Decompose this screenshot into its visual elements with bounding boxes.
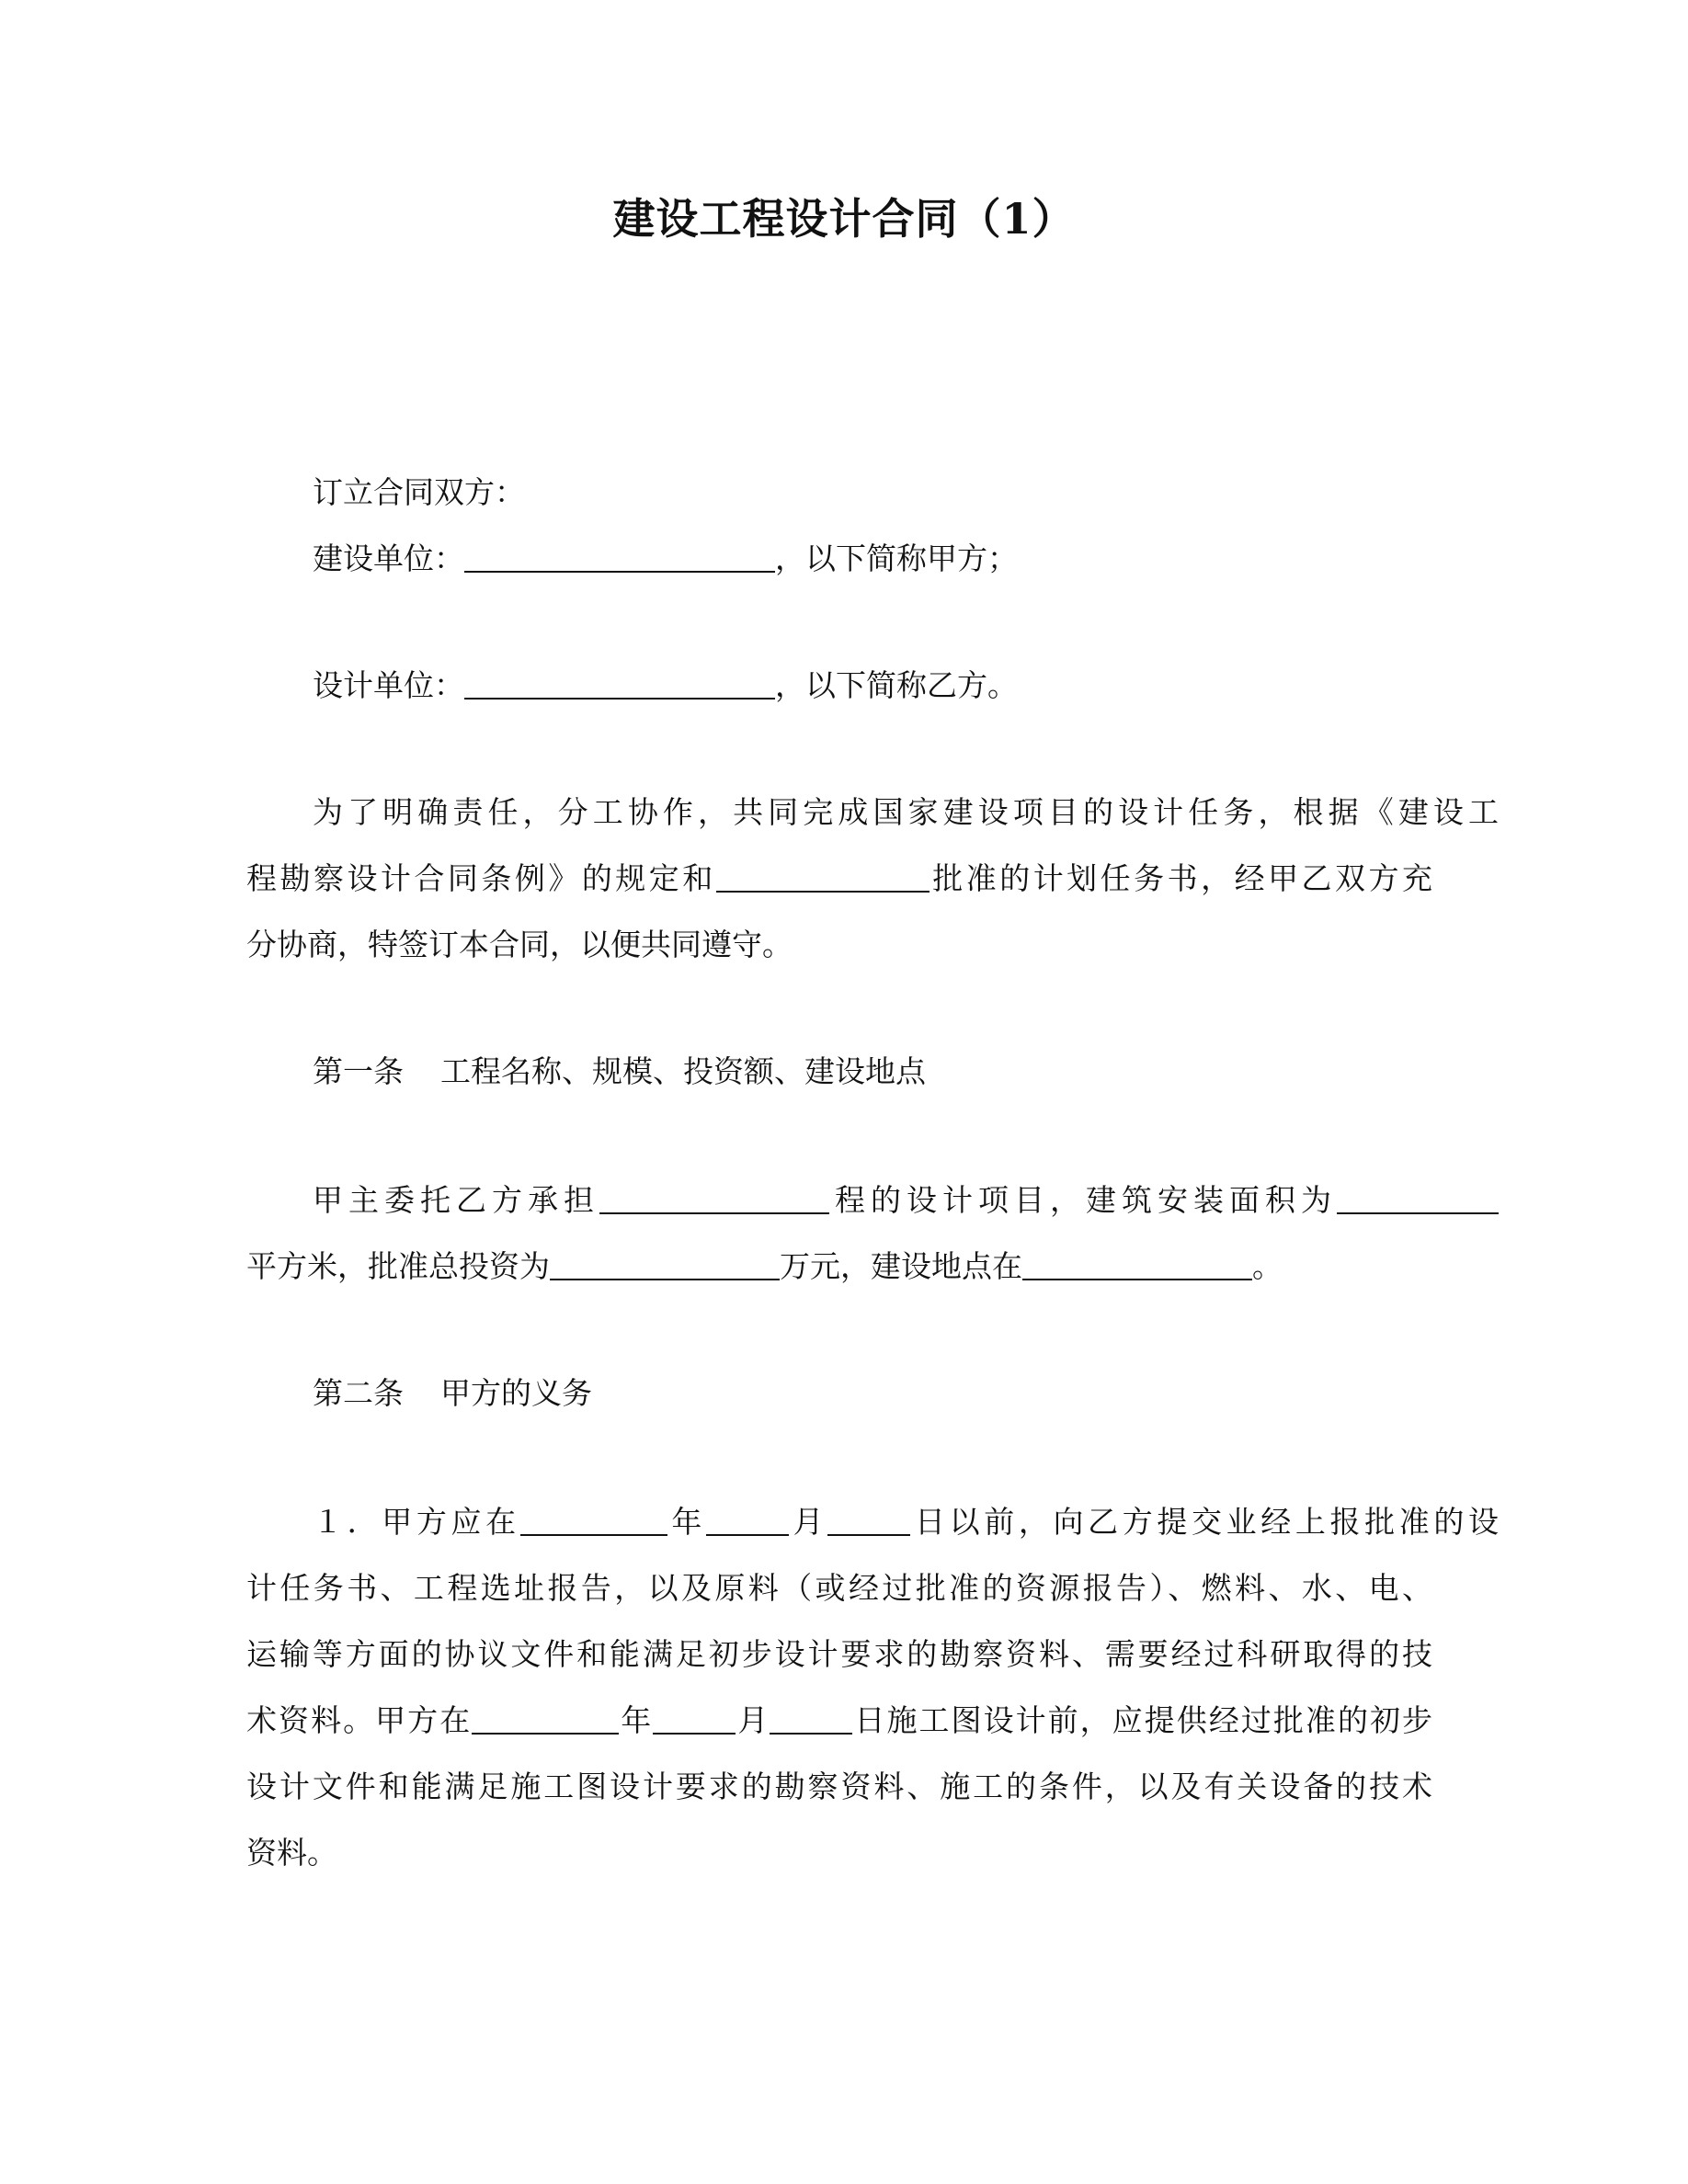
parties-heading: 订立合同双方： [313,474,525,510]
designer-suffix: ，以下简称乙方。 [775,667,1018,703]
deadline-2-day-blank[interactable] [770,1700,852,1735]
preamble-line-3: 分协商，特签订本合同，以便共同遵守。 [246,927,793,962]
article-2-heading [246,1371,1499,1416]
article-1-line-2: 平方米，批准总投资为 万元，建设地点在 。 [246,1245,1432,1289]
construction-area-blank[interactable] [1337,1179,1499,1214]
article-2-title: 甲方的义务 [440,1375,592,1411]
article-1-title: 工程名称、规模、投资额、建设地点 [440,1053,926,1089]
employer-label: 建设单位： [313,540,464,576]
deadline-2-month-blank[interactable] [653,1700,736,1735]
article-1-number: 第一条 [313,1053,404,1089]
preamble-line-2: 程勘察设计合同条例》的规定和 批准的计划任务书，经甲乙双方充 [246,857,1432,901]
deadline-1-month-blank[interactable] [706,1501,789,1536]
employer-suffix: ，以下简称甲方； [775,540,1018,576]
approval-authority-blank[interactable] [716,858,930,893]
deadline-1-year-blank[interactable] [520,1501,667,1536]
deadline-2-year-blank[interactable] [472,1700,619,1735]
document-title: 建设工程设计合同（1） [612,194,1076,244]
employer-name-blank[interactable] [464,538,775,573]
employer-line [246,537,1499,581]
total-investment-blank[interactable] [550,1246,780,1280]
designer-name-blank[interactable] [464,665,775,700]
article-2-item-1-line-5: 设计文件和能满足施工图设计要求的勘察资料、施工的条件，以及有关设备的技术 [246,1769,1432,1804]
article-2-item-1-line-6: 资料。 [246,1835,337,1871]
designer-line [246,664,1499,708]
article-2-number: 第二条 [313,1375,404,1411]
deadline-1-day-blank[interactable] [827,1501,910,1536]
article-2-item-1-line-2: 计任务书、工程选址报告，以及原料（或经过批准的资源报告）、燃料、水、电、 [246,1570,1432,1606]
preamble-line-1: 为了明确责任，分工协作，共同完成国家建设项目的设计任务，根据《建设工 [313,794,1499,830]
article-1-heading [246,1050,1499,1094]
article-2-item-1-line-1: １．甲方应在 年 月 日以前，向乙方提交业经上报批准的设 [246,1500,1499,1544]
article-1-line-1: 甲主委托乙方承担 程的设计项目，建筑安装面积为 [246,1178,1499,1223]
article-2-item-1-line-3: 运输等方面的协议文件和能满足初步设计要求的勘察资料、需要经过科研取得的技 [246,1636,1432,1672]
project-name-blank[interactable] [599,1179,829,1214]
construction-site-blank[interactable] [1022,1246,1252,1280]
article-2-item-1-line-4: 术资料。甲方在 年 月 日施工图设计前，应提供经过批准的初步 [246,1699,1432,1743]
designer-label: 设计单位： [313,667,464,703]
